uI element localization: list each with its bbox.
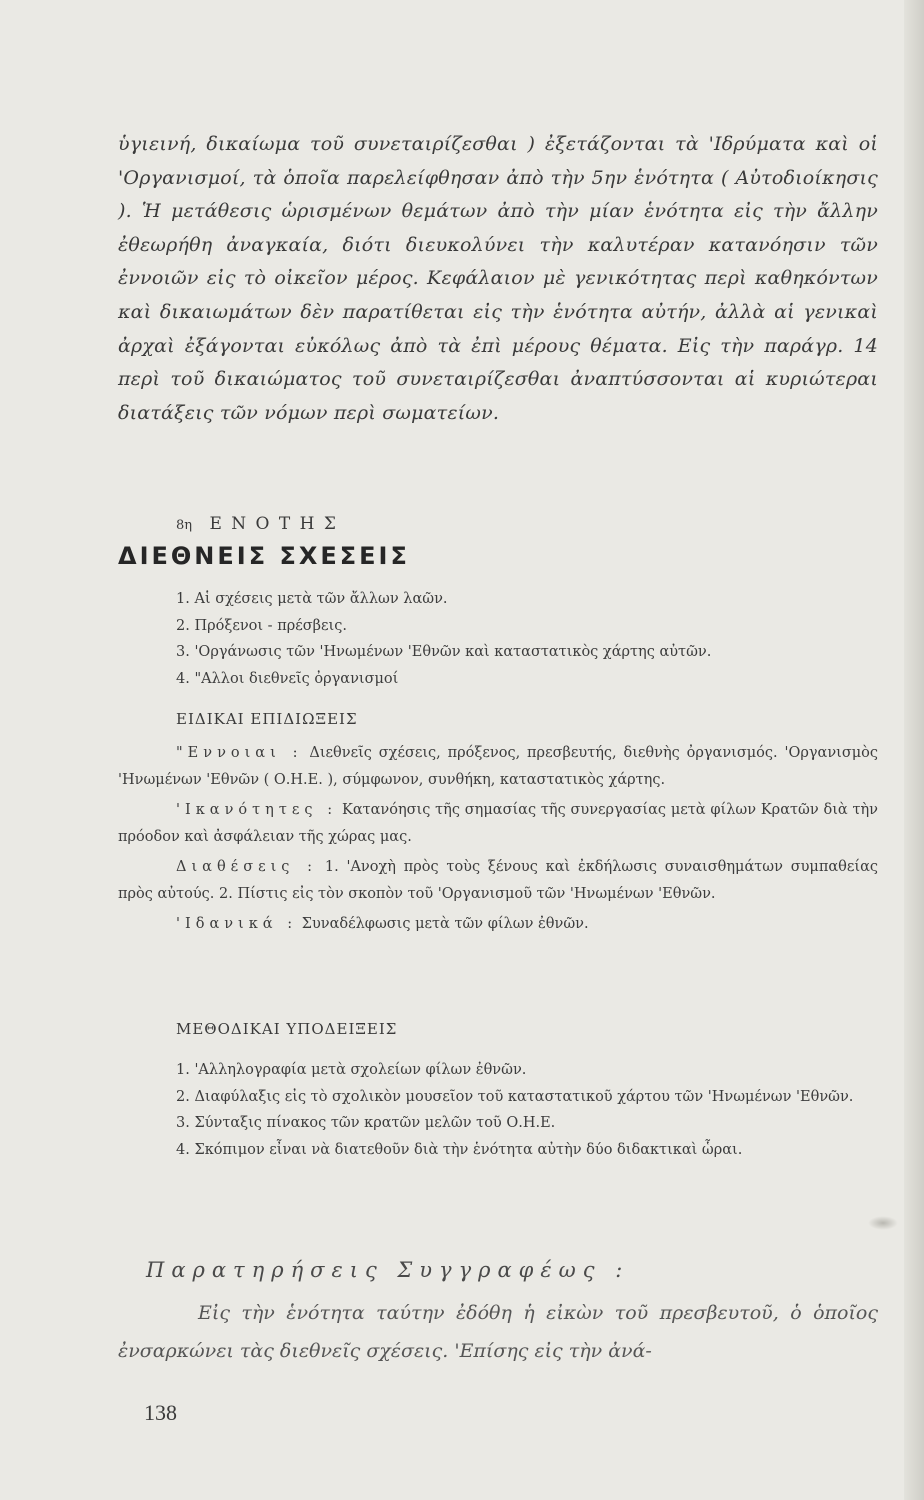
list-item: 4. Σκόπιμον εἶναι νὰ διατεθοῦν διὰ τὴν ἑνότητα αὐτὴν δύο διδακτικαὶ ὧραι. [176,1141,743,1158]
list-item: 3. Σύνταξις πίνακος τῶν κρατῶν μελῶν τοῦ Ο.Η.Ε. [176,1115,556,1131]
unit-label [176,514,338,534]
special-objectives-section [118,740,878,942]
page-edge-shadow [904,0,924,1500]
skills-text: Κατανόησις τῆς σημασίας τῆς συνεργασίας μετὰ φίλων Κρατῶν διὰ τὴν πρόοδον καὶ ἀσφάλειαν τῆς χώρας μας. [118,802,878,845]
ideals-text: Συναδέλφωσις μετὰ τῶν φίλων ἐθνῶν. [301,916,589,932]
methodological-list [118,1057,878,1163]
intro-section [118,128,878,430]
attitudes-paragraph [118,854,878,907]
unit-title: ΔΙΕΘΝΕΙΣ ΣΧΕΣΕΙΣ [118,542,410,570]
observations-section [118,1294,878,1370]
list-item: 1. Αἱ σχέσεις μετὰ τῶν ἄλλων λαῶν. [176,591,448,607]
ideals-label: 'Ιδανικά : [176,916,298,932]
page-number: 138 [144,1400,177,1425]
ideals-paragraph [118,911,878,938]
list-item: 1. 'Αλληλογραφία μετὰ σχολείων φίλων ἐθνῶν. [176,1062,527,1078]
skills-label: 'Ικανότητες : [176,802,338,818]
list-item: 3. 'Οργάνωσις τῶν 'Ηνωμένων 'Εθνῶν καὶ καταστατικὸς χάρτης αὐτῶν. [176,644,712,660]
attitudes-label: Διαθέσεις : [176,859,318,875]
observations-text: Εἰς τὴν ἑνότητα ταύτην ἐδόθη ἡ εἰκὼν τοῦ πρεσβευτοῦ, ὁ ὁποῖος ἐνσαρκώνει τὰς διεθνεῖς σχέσεις. 'Επίσης εἰς τὴν ἀνά- [118,1302,878,1362]
concepts-paragraph [118,740,878,793]
unit-word: Ε Ν Ο Τ Η Σ [209,514,338,534]
intro-paragraph: ὑγιεινή, δικαίωμα τοῦ συνεταιρίζεσθαι ) ἐξετάζονται τὰ 'Ιδρύματα καὶ οἱ 'Οργανισμοί, τὰ ὁποῖα παρελείφθησαν ἀπὸ τὴν 5ην ἑνότητα ( Αὐτοδιοίκησις ). Ἡ μετάθεσις ὡρισμένων θεμάτων ἀπὸ τὴν μίαν ἑνότητα εἰς τὴν ἄλλην ἐθεωρήθη ἀναγκαία, διότι διευκολύνει τὴν καλυτέραν κατανόησιν τῶν ἐννοιῶν εἰς τὸ οἰκεῖον μέρος. Κεφάλαιον μὲ γενικότητας περὶ καθηκόντων καὶ δικαιωμάτων δὲν παρατίθεται εἰς τὴν ἑνότητα αὐτήν, ἀλλὰ αἱ γενικαὶ ἀρχαὶ ἐξάγονται εὐκόλως ἀπὸ τὰ ἐπὶ μέρους θέματα. Εἰς τὴν παράγρ. 14 περὶ τοῦ δικαιώματος τοῦ συνεταιρίζεσθαι ἀναπτύσσονται αἱ κυριώτεραι διατάξεις τῶν νόμων περὶ σωματείων. [118,133,878,424]
concepts-label: "Εννοιαι : [176,745,303,761]
ink-smudge [868,1216,898,1230]
attitudes-text: 1. 'Ανοχὴ πρὸς τοὺς ξένους καὶ ἐκδήλωσις συναισθημάτων συμπαθείας πρὸς αὐτούς. 2. Πίστις εἰς τὸν σκοπὸν τοῦ 'Οργανισμοῦ τῶν 'Ηνωμένων 'Εθνῶν. [118,859,878,902]
list-item: 2. Πρόξενοι - πρέσβεις. [176,617,347,634]
methodological-heading: ΜΕΘΟΔΙΚΑΙ ΥΠΟΔΕΙΞΕΙΣ [176,1020,398,1038]
skills-paragraph [118,797,878,850]
list-item: 4. "Αλλοι διεθνεῖς ὀργανισμοί [176,670,399,687]
special-objectives-heading: ΕΙΔΙΚΑΙ ΕΠΙΔΙΩΞΕΙΣ [176,710,358,728]
concepts-text: Διεθνεῖς σχέσεις, πρόξενος, πρεσβευτής, διεθνὴς ὀργανισμός. 'Οργανισμὸς 'Ηνωμένων 'Εθνῶν ( Ο.Η.Ε. ), σύμφωνον, συνθήκη, καταστατικὸς χάρτης. [118,745,878,788]
topics-list [176,586,711,692]
observations-title: Παρατηρήσεις Συγγραφέως : [146,1258,630,1282]
list-item: 2. Διαφύλαξις εἰς τὸ σχολικὸν μουσεῖον τοῦ καταστατικοῦ χάρτου τῶν 'Ηνωμένων 'Εθνῶν. [176,1088,854,1105]
unit-number: 8η [176,518,193,533]
